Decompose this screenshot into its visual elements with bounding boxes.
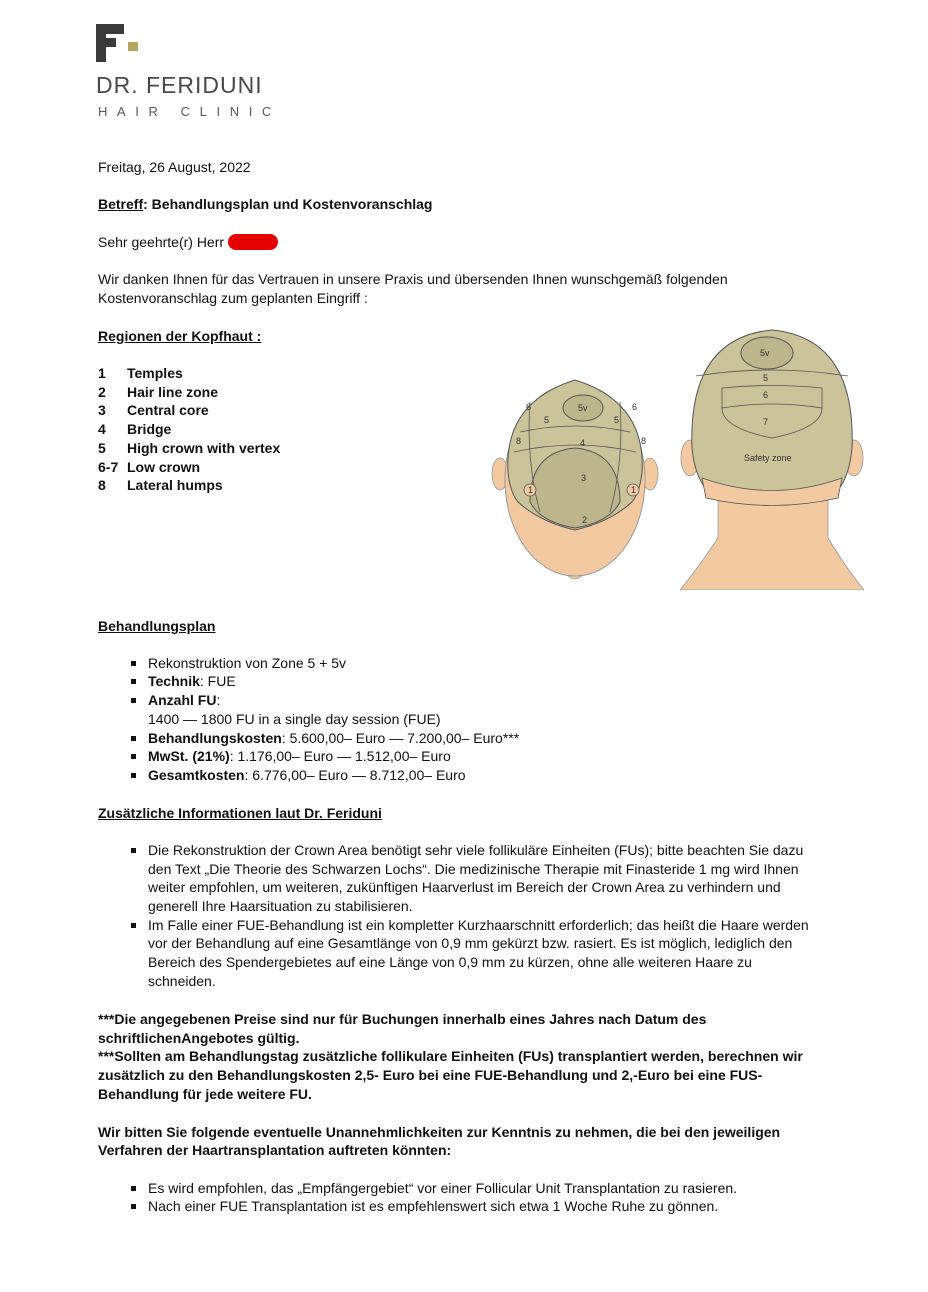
plan-item [132,766,466,785]
region-label: Central core [127,402,209,418]
diagram-label: 6 [763,390,769,400]
letter-date: Freitag, 26 August, 2022 [98,159,251,175]
clinic-logo-icon [96,24,140,62]
plan-item-value: : [216,692,221,708]
redaction-mark [228,234,278,250]
plan-item [132,654,346,673]
note-line: ***Sollten am Behandlungstag zusätzliche follikulare Einheiten (FUs) transplantiert werden, berechnen wir [98,1048,803,1064]
diagram-label: 7 [763,417,769,427]
salutation-text: Sehr geehrte(r) Herr [98,234,225,250]
regions-heading: Regionen der Kopfhaut : [98,328,262,344]
region-item [98,458,200,476]
region-label: Lateral humps [127,477,223,493]
closing-line: Wir bitten Sie folgende eventuelle Unannehmlichkeiten zur Kenntnis zu nehmen, die bei den jeweiligen [98,1124,781,1140]
plan-item-label: MwSt. (21%) [148,748,230,764]
note-line: ***Die angegebenen Preise sind nur für Buchungen innerhalb eines Jahres nach Datum des [98,1011,707,1027]
region-label: Hair line zone [127,384,219,400]
region-item [98,439,280,457]
diagram-label: 1 [631,485,637,495]
region-item [98,420,171,438]
plan-item-text: Rekonstruktion von Zone 5 + 5v [148,655,347,671]
diagram-label: 5v [760,348,770,358]
diagram-label: 5 [763,373,769,383]
plan-item [132,729,519,748]
scalp-back-view-diagram [678,328,866,590]
plan-item-label: Behandlungskosten [148,730,282,746]
info-line: vor der Behandlung auf eine Gesamtlänge von 0,9 mm gekürzt bzw. rasiert. Es ist möglich, lediglich den [148,935,793,951]
intro-line-2: Kostenvoranschlag zum geplanten Eingriff : [98,290,368,306]
diagram-label: 3 [581,473,587,483]
info-line: generell Ihre Haarsituation zu stabilisieren. [148,898,413,914]
region-num: 2 [98,384,106,400]
plan-item [132,691,220,710]
plan-item-value: : FUE [199,673,236,689]
info-line: Bereich des Spendergebietes auf eine Länge von 0,9 mm zu kürzen, ohne alle weiteren Haare zu [148,954,752,970]
intro-line-1: Wir danken Ihnen für das Vertrauen in unsere Praxis und übersenden Ihnen wunschgemäß folgenden [98,271,728,287]
region-label: Low crown [127,459,201,475]
region-num: 8 [98,477,106,493]
note-line: schriftlichenAngebotes gültig. [98,1030,300,1046]
subject-text: : Behandlungsplan und Kostenvoranschlag [143,196,433,212]
subject-line [98,195,432,213]
plan-item-label: Anzahl FU [148,692,217,708]
diagram-label: 1 [528,485,534,495]
fu-detail: 1400 — 1800 FU in a single day session (FUE) [148,711,441,727]
salutation [98,233,278,251]
region-label: Temples [127,365,183,381]
diagram-label: 2 [582,515,588,525]
region-num: 5 [98,440,106,456]
diagram-label: 5v [578,403,588,413]
region-num: 4 [98,421,106,437]
plan-heading: Behandlungsplan [98,618,216,634]
region-num: 6-7 [98,459,119,475]
plan-item-label: Technik [148,673,200,689]
region-item [98,364,183,382]
plan-item-content [132,766,466,785]
plan-item-value: : 5.600,00– Euro — 7.200,00– Euro*** [281,730,520,746]
note-line: Behandlung für jede weitere FU. [98,1086,312,1102]
info-line: Die Rekonstruktion der Crown Area benötigt sehr viele follikuläre Einheiten (FUs); bitte beachten Sie dazu [148,842,804,858]
info-line: schneiden. [148,973,216,989]
closing-bullet-text: Es wird empfohlen, das „Empfängergebiet“ vor einer Follicular Unit Transplantation zu rasieren. [148,1180,738,1196]
info-line: Im Falle einer FUE-Behandlung ist ein kompletter Kurzhaarschnitt erforderlich; das heißt die Haare werden [148,917,809,933]
brand-subtitle: HAIR CLINIC [98,104,281,119]
diagram-label: 8 [516,436,522,446]
plan-item-content [132,747,451,766]
region-item [98,401,209,419]
info-bullet [132,841,803,860]
brand-name: DR. FERIDUNI [96,72,263,98]
closing-line: Verfahren der Haartransplantation auftreten könnten: [98,1142,452,1158]
diagram-label: 4 [580,438,586,448]
info-line: den Text „Die Theorie des Schwarzen Lochs“. Die medizinische Therapie mit Finasteride 1 mg wird Ihnen [148,861,799,877]
note-line: zusätzlich zu den Behandlungskosten 2,5- Euro bei eine FUE-Behandlung und 2,-Euro bei eine FUS- [98,1067,763,1083]
closing-bullet [132,1197,718,1216]
plan-item [132,672,236,691]
scalp-top-view-diagram [490,372,660,594]
region-label: Bridge [127,421,172,437]
plan-item [132,747,451,766]
info-heading: Zusätzliche Informationen laut Dr. Feriduni [98,805,382,821]
region-item [98,476,223,494]
diagram-label: 6 [526,402,532,412]
diagram-label: 8 [641,436,647,446]
plan-item-content [132,672,236,691]
diagram-label: 5 [614,415,620,425]
plan-item-content [132,691,220,710]
plan-item-value: : 1.176,00– Euro — 1.512,00– Euro [229,748,451,764]
region-label: High crown with vertex [127,440,281,456]
region-item [98,383,218,401]
closing-bullet [132,1179,737,1198]
plan-item-content [132,729,519,748]
info-bullet [132,916,809,935]
diagram-label: Safety zone [744,453,792,463]
region-num: 3 [98,402,106,418]
subject-label: Betreff [98,196,144,212]
info-line: weiter empfohlen, um weiteren, zukünftigen Haarverlust im Bereich der Crown Area zu verhindern und [148,879,781,895]
plan-item-value: : 6.776,00– Euro — 8.712,00– Euro [244,767,466,783]
region-num: 1 [98,365,106,381]
diagram-label: 5 [544,415,550,425]
closing-bullet-text: Nach einer FUE Transplantation ist es empfehlenswert sich etwa 1 Woche Ruhe zu gönnen. [148,1198,719,1214]
diagram-label: 6 [632,402,638,412]
plan-item-label: Gesamtkosten [148,767,245,783]
